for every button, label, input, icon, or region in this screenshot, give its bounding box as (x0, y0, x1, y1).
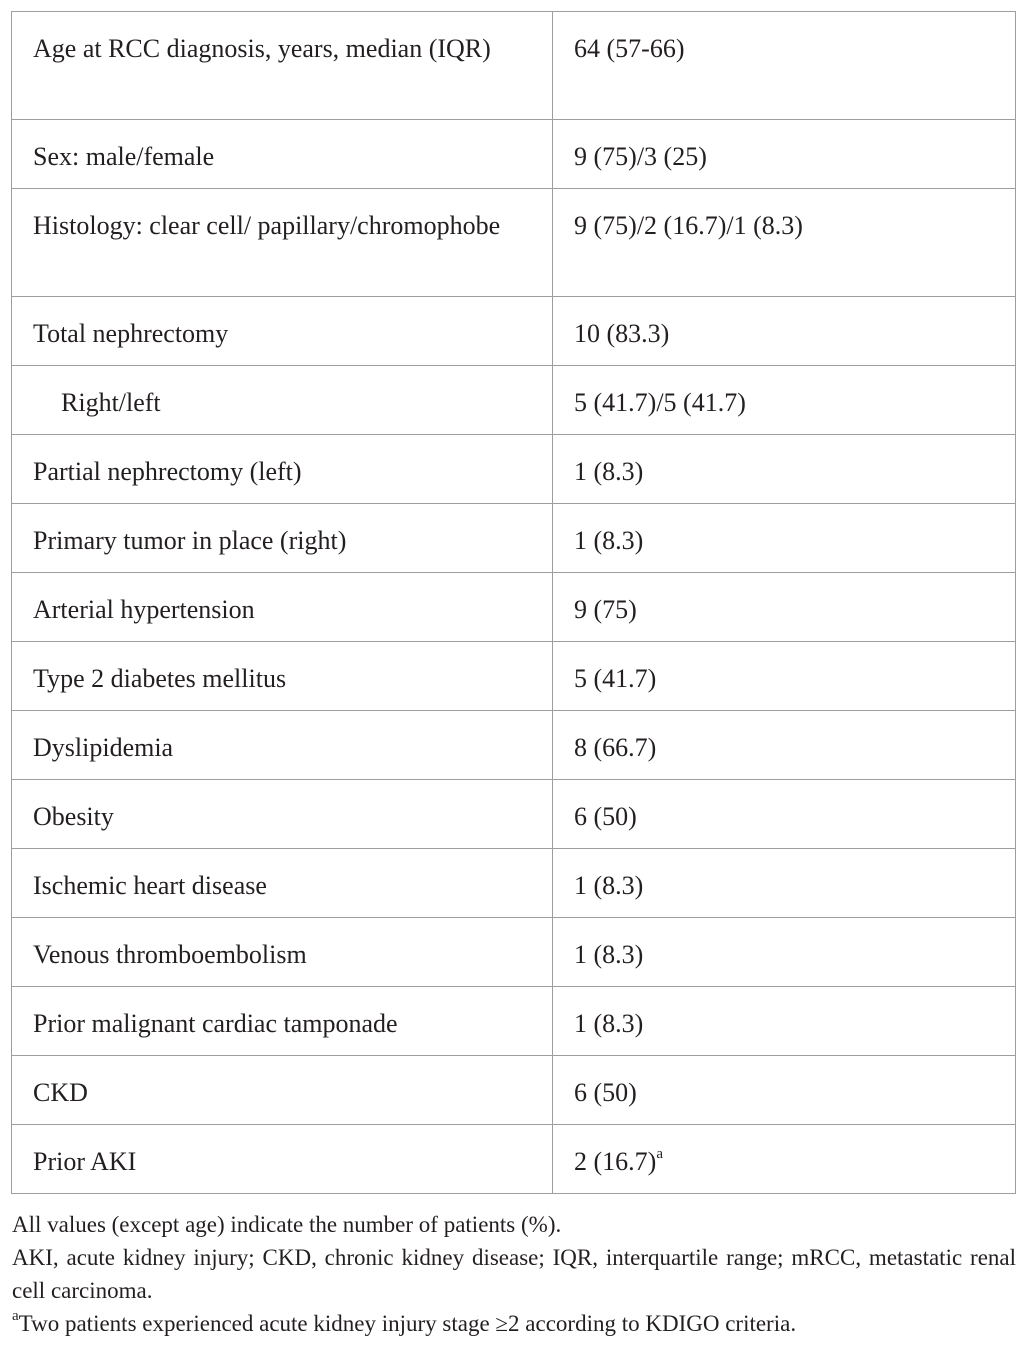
footnote-a (12, 1307, 1016, 1340)
table-row (12, 120, 1016, 189)
row-label: Dyslipidemia (12, 711, 553, 780)
row-value: 1 (8.3) (553, 918, 1016, 987)
table-row (12, 573, 1016, 642)
row-value: 1 (8.3) (553, 435, 1016, 504)
row-label: Arterial hypertension (12, 573, 553, 642)
baseline-characteristics-table (11, 11, 1016, 1194)
baseline-characteristics-table-container (11, 11, 1015, 1194)
footnote-a-marker: a (12, 1308, 19, 1325)
row-value: 5 (41.7)/5 (41.7) (553, 366, 1016, 435)
row-label: Partial nephrectomy (left) (12, 435, 553, 504)
row-label: Type 2 diabetes mellitus (12, 642, 553, 711)
table-row (12, 711, 1016, 780)
row-label: Venous thromboembolism (12, 918, 553, 987)
row-value: 6 (50) (553, 1056, 1016, 1125)
row-value: 1 (8.3) (553, 987, 1016, 1056)
table-row (12, 297, 1016, 366)
table-row (12, 12, 1016, 120)
table-footnotes (12, 1208, 1016, 1340)
table-row (12, 849, 1016, 918)
table-row (12, 435, 1016, 504)
row-label: Ischemic heart disease (12, 849, 553, 918)
row-value: 9 (75) (553, 573, 1016, 642)
row-label: Primary tumor in place (right) (12, 504, 553, 573)
row-value: 5 (41.7) (553, 642, 1016, 711)
values-note: All values (except age) indicate the number of patients (%). (12, 1212, 562, 1237)
row-label: Histology: clear cell/ papillary/chromophobe (12, 189, 553, 297)
row-label-indented: Right/left (12, 366, 553, 435)
table-row (12, 780, 1016, 849)
row-label: Obesity (12, 780, 553, 849)
footnote-marker: a (656, 1146, 663, 1163)
table-row (12, 189, 1016, 297)
table-row (12, 642, 1016, 711)
row-value: 64 (57-66) (553, 12, 1016, 120)
row-value: 9 (75)/2 (16.7)/1 (8.3) (553, 189, 1016, 297)
table-row (12, 918, 1016, 987)
table-row (12, 366, 1016, 435)
row-value: 1 (8.3) (553, 849, 1016, 918)
row-label: Total nephrectomy (12, 297, 553, 366)
row-label: Age at RCC diagnosis, years, median (IQR) (12, 12, 553, 120)
row-value-with-footnote (553, 1125, 1016, 1194)
row-label: Sex: male/female (12, 120, 553, 189)
table-row (12, 1056, 1016, 1125)
row-label: Prior malignant cardiac tamponade (12, 987, 553, 1056)
row-value: 10 (83.3) (553, 297, 1016, 366)
row-value: 2 (16.7) (574, 1147, 657, 1176)
abbreviations-note: AKI, acute kidney injury; CKD, chronic kidney disease; IQR, interquartile range; mRCC, metastatic renal cell carcinoma. (12, 1245, 1016, 1303)
row-value: 8 (66.7) (553, 711, 1016, 780)
row-value: 6 (50) (553, 780, 1016, 849)
row-label: CKD (12, 1056, 553, 1125)
row-value: 1 (8.3) (553, 504, 1016, 573)
table-row (12, 504, 1016, 573)
table-row (12, 987, 1016, 1056)
table-row (12, 1125, 1016, 1194)
row-label: Prior AKI (12, 1125, 553, 1194)
row-value: 9 (75)/3 (25) (553, 120, 1016, 189)
footnote-a-text: Two patients experienced acute kidney injury stage ≥2 according to KDIGO criteria. (18, 1311, 797, 1336)
